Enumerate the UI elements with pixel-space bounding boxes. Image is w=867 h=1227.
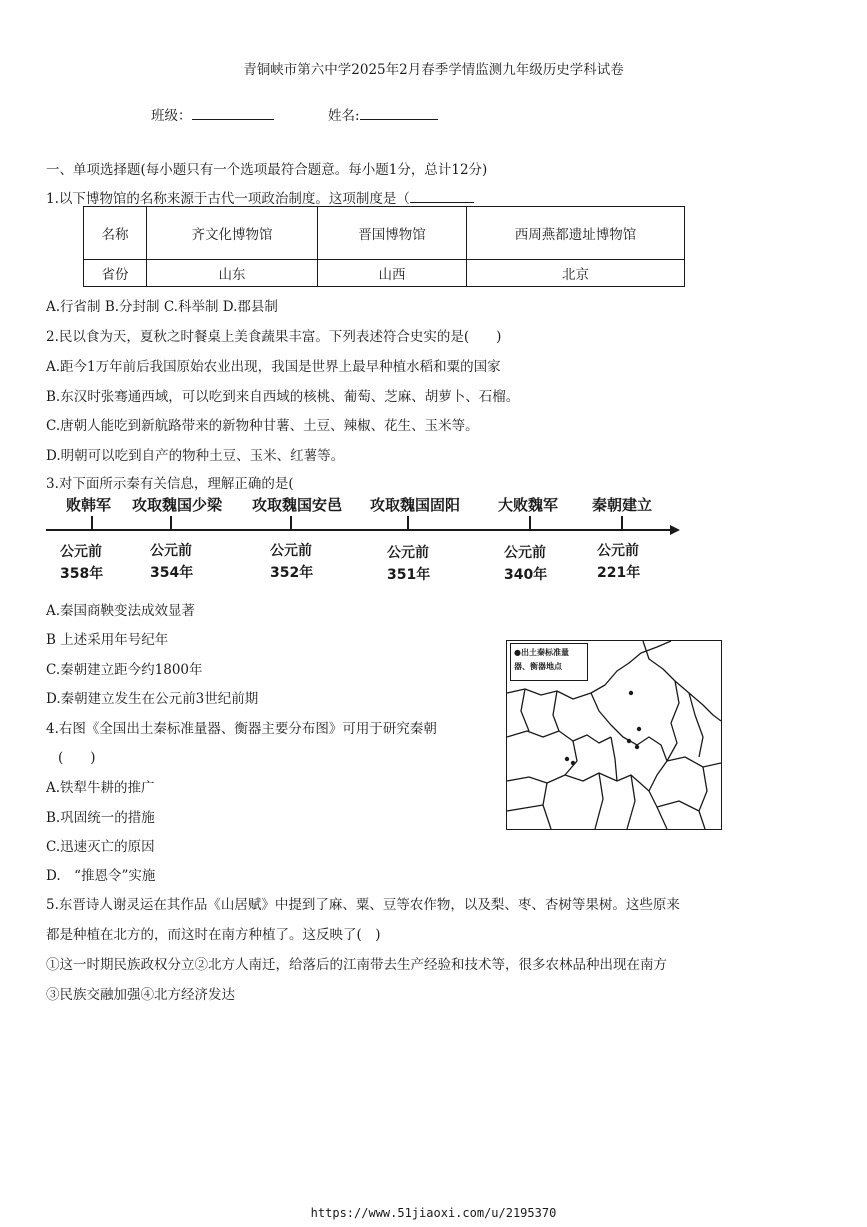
timeline-event: 大败魏军 bbox=[498, 496, 559, 514]
q1-answer-blank[interactable] bbox=[410, 188, 474, 203]
table-row bbox=[84, 260, 685, 287]
timeline-era: 公元前 bbox=[597, 543, 639, 559]
q5-choice-line2: ③民族交融加强④北方经济发达 bbox=[46, 987, 235, 1003]
q3-timeline bbox=[46, 490, 686, 590]
timeline-year: 340年 bbox=[504, 567, 548, 583]
timeline-era: 公元前 bbox=[60, 544, 102, 560]
timeline-event: 攻取魏国安邑 bbox=[252, 496, 343, 514]
timeline-year: 358年 bbox=[60, 566, 104, 582]
q2-option-a: A.距今1万年前后我国原始农业出现，我国是世界上最早种植水稻和粟的国家 bbox=[46, 359, 501, 375]
name-blank[interactable] bbox=[360, 105, 438, 120]
class-field bbox=[151, 104, 274, 124]
table-cell: 山东 bbox=[147, 260, 318, 287]
qin-measures-map bbox=[506, 640, 722, 830]
timeline-date bbox=[387, 542, 430, 586]
q4-option-d: D. “推恩令”实施 bbox=[46, 868, 156, 884]
timeline-date bbox=[597, 540, 640, 584]
table-cell: 山西 bbox=[318, 260, 467, 287]
q5-stem-line2: 都是种植在北方的，而这时在南方种植了。这反映了( ) bbox=[46, 927, 381, 943]
table-cell: 省份 bbox=[84, 260, 147, 287]
table-cell: 齐文化博物馆 bbox=[147, 207, 318, 260]
footer-url[interactable]: https://www.51jiaoxi.com/u/2195370 bbox=[310, 1206, 557, 1220]
table-cell: 北京 bbox=[467, 260, 685, 287]
q3-stem: 3.对下面所示秦有关信息，理解正确的是( bbox=[46, 476, 294, 492]
q3-option-d: D.秦朝建立发生在公元前3世纪前期 bbox=[46, 691, 259, 707]
q1-options: A.行省制 B.分封制 C.科举制 D.郡县制 bbox=[46, 299, 278, 315]
q1-stem bbox=[46, 187, 474, 207]
table-cell: 晋国博物馆 bbox=[318, 207, 467, 260]
map-legend: ●出土秦标准量器、衡器地点 bbox=[510, 643, 588, 681]
timeline-era: 公元前 bbox=[150, 543, 192, 559]
q5-stem-line1: 5.东晋诗人谢灵运在其作品《山居赋》中提到了麻、粟、豆等农作物，以及梨、枣、杏树等果树。这些原来 bbox=[46, 897, 680, 913]
section-heading: 一、单项选择题(每小题只有一个选项最符合题意。每小题1分，总计12分) bbox=[46, 162, 488, 178]
timeline-date bbox=[270, 540, 313, 584]
timeline-year: 352年 bbox=[270, 565, 314, 581]
name-label: 姓名: bbox=[328, 108, 360, 124]
timeline-event: 攻取魏国少梁 bbox=[132, 496, 223, 514]
table-row bbox=[84, 207, 685, 260]
q2-option-b: B.东汉时张骞通西域，可以吃到来自西域的核桃、葡萄、芝麻、胡萝卜、石榴。 bbox=[46, 389, 520, 405]
q4-option-a: A.铁犁牛耕的推广 bbox=[46, 780, 155, 796]
timeline-year: 354年 bbox=[150, 565, 194, 581]
timeline-year: 221年 bbox=[597, 565, 641, 581]
q5-choice-line1: ①这一时期民族政权分立②北方人南迁，给落后的江南带去生产经验和技术等，很多农林品种出现在南方 bbox=[46, 957, 667, 973]
timeline-year: 351年 bbox=[387, 567, 431, 583]
timeline-era: 公元前 bbox=[504, 545, 546, 561]
timeline-event: 秦朝建立 bbox=[592, 496, 653, 514]
class-blank[interactable] bbox=[192, 105, 274, 120]
timeline-event: 败韩军 bbox=[66, 496, 112, 514]
timeline-era: 公元前 bbox=[270, 543, 312, 559]
q3-option-b: B 上述采用年号纪年 bbox=[46, 632, 169, 648]
timeline-era: 公元前 bbox=[387, 545, 429, 561]
q3-option-a: A.秦国商鞅变法成效显著 bbox=[46, 603, 196, 619]
q4-option-c: C.迅速灭亡的原因 bbox=[46, 839, 155, 855]
q2-stem: 2.民以食为天，夏秋之时餐桌上美食蔬果丰富。下列表述符合史实的是( ) bbox=[46, 329, 502, 345]
q2-option-d: D.明朝可以吃到自产的物种土豆、玉米、红薯等。 bbox=[46, 448, 345, 464]
table-cell: 名称 bbox=[84, 207, 147, 260]
timeline-date bbox=[150, 540, 193, 584]
name-field bbox=[328, 104, 438, 124]
table-cell: 西周燕都遗址博物馆 bbox=[467, 207, 685, 260]
q4-answer-paren: ( ) bbox=[58, 750, 96, 766]
timeline-date bbox=[60, 541, 103, 585]
q2-option-c: C.唐朝人能吃到新航路带来的新物种甘薯、土豆、辣椒、花生、玉米等。 bbox=[46, 418, 479, 434]
q4-stem: 4.右图《全国出土秦标准量器、衡器主要分布图》可用于研究秦朝 bbox=[46, 721, 437, 737]
timeline-event: 攻取魏国固阳 bbox=[370, 496, 461, 514]
q3-option-c: C.秦朝建立距今约1800年 bbox=[46, 662, 203, 678]
class-label: 班级： bbox=[151, 108, 192, 124]
q4-option-b: B.巩固统一的措施 bbox=[46, 810, 155, 826]
q1-stem-text: 1.以下博物馆的名称来源于古代一项政治制度。这项制度是（ bbox=[46, 191, 410, 207]
exam-title: 青铜峡市第六中学2025年2月春季学情监测九年级历史学科试卷 bbox=[243, 62, 624, 78]
q1-table bbox=[83, 206, 685, 287]
timeline-date bbox=[504, 542, 547, 586]
